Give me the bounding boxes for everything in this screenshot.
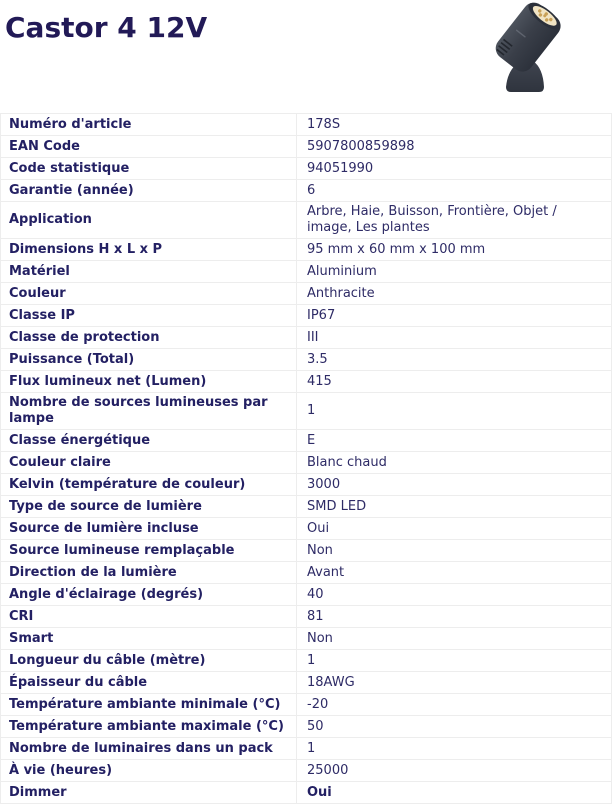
spec-label: À vie (heures)	[1, 760, 297, 782]
spec-value: 1	[297, 738, 612, 760]
spec-label: Nombre de sources lumineuses par lampe	[1, 393, 297, 430]
spec-value: 415	[297, 371, 612, 393]
spec-label: Classe de protection	[1, 327, 297, 349]
spec-row	[1, 606, 612, 628]
spec-value: 5907800859898	[297, 136, 612, 158]
spec-value: Anthracite	[297, 283, 612, 305]
spec-value: 3.5	[297, 349, 612, 371]
spec-label: Dimensions H x L x P	[1, 239, 297, 261]
spec-label: Classe énergétique	[1, 430, 297, 452]
spec-row	[1, 327, 612, 349]
spec-label: Source de lumière incluse	[1, 518, 297, 540]
spec-label: Longueur du câble (mètre)	[1, 650, 297, 672]
spec-row	[1, 430, 612, 452]
spec-row	[1, 158, 612, 180]
spec-row	[1, 114, 612, 136]
spec-value: III	[297, 327, 612, 349]
spec-row	[1, 283, 612, 305]
spec-row	[1, 393, 612, 430]
spec-row	[1, 518, 612, 540]
spec-label: Température ambiante minimale (°C)	[1, 694, 297, 716]
spec-table-body	[1, 114, 612, 804]
spec-label: Classe IP	[1, 305, 297, 327]
spec-row	[1, 694, 612, 716]
spec-label: Numéro d'article	[1, 114, 297, 136]
spec-value: 6	[297, 180, 612, 202]
spec-row	[1, 136, 612, 158]
spec-label: Couleur	[1, 283, 297, 305]
product-photo-spotlight	[482, 0, 597, 100]
spec-value: Aluminium	[297, 261, 612, 283]
spec-row	[1, 760, 612, 782]
spec-label: Température ambiante maximale (°C)	[1, 716, 297, 738]
spec-value: 3000	[297, 474, 612, 496]
spec-row	[1, 349, 612, 371]
spec-row	[1, 474, 612, 496]
spec-value: Arbre, Haie, Buisson, Frontière, Objet / image, Les plantes	[297, 202, 612, 239]
spec-label: Smart	[1, 628, 297, 650]
spec-label: Dimmer	[1, 782, 297, 804]
spec-value: Oui	[297, 782, 612, 804]
spec-label: Flux lumineux net (Lumen)	[1, 371, 297, 393]
spec-value: Oui	[297, 518, 612, 540]
spec-value: Non	[297, 540, 612, 562]
spec-row	[1, 239, 612, 261]
spec-value: -20	[297, 694, 612, 716]
spec-label: CRI	[1, 606, 297, 628]
spec-row	[1, 305, 612, 327]
spec-row	[1, 496, 612, 518]
spec-table	[0, 113, 612, 804]
spec-value: 81	[297, 606, 612, 628]
spec-row	[1, 540, 612, 562]
spec-row	[1, 261, 612, 283]
spec-label: Nombre de luminaires dans un pack	[1, 738, 297, 760]
spec-row	[1, 452, 612, 474]
spec-value: Non	[297, 628, 612, 650]
spec-label: Application	[1, 202, 297, 239]
spec-label: Matériel	[1, 261, 297, 283]
spec-row	[1, 180, 612, 202]
spec-label: Épaisseur du câble	[1, 672, 297, 694]
spec-row	[1, 584, 612, 606]
spec-row	[1, 738, 612, 760]
spec-row	[1, 628, 612, 650]
spec-value: 50	[297, 716, 612, 738]
spec-label: Garantie (année)	[1, 180, 297, 202]
spec-row	[1, 672, 612, 694]
spotlight-body	[491, 0, 565, 76]
spec-value: SMD LED	[297, 496, 612, 518]
spec-row	[1, 371, 612, 393]
spec-row	[1, 562, 612, 584]
spec-value: 178S	[297, 114, 612, 136]
spec-row	[1, 782, 612, 804]
spec-label: Puissance (Total)	[1, 349, 297, 371]
spec-label: Type de source de lumière	[1, 496, 297, 518]
spec-label: Direction de la lumière	[1, 562, 297, 584]
spec-value: 1	[297, 393, 612, 430]
spec-value: 40	[297, 584, 612, 606]
spec-row	[1, 716, 612, 738]
spec-value: Avant	[297, 562, 612, 584]
spec-value: 95 mm x 60 mm x 100 mm	[297, 239, 612, 261]
spec-label: Angle d'éclairage (degrés)	[1, 584, 297, 606]
spec-value: IP67	[297, 305, 612, 327]
spec-label: Source lumineuse remplaçable	[1, 540, 297, 562]
spec-label: Code statistique	[1, 158, 297, 180]
page-title: Castor 4 12V	[5, 11, 208, 44]
spec-label: Kelvin (température de couleur)	[1, 474, 297, 496]
spec-value: Blanc chaud	[297, 452, 612, 474]
spec-value: E	[297, 430, 612, 452]
spec-value: 94051990	[297, 158, 612, 180]
spec-value: 25000	[297, 760, 612, 782]
spec-row	[1, 202, 612, 239]
spec-label: Couleur claire	[1, 452, 297, 474]
spec-value: 18AWG	[297, 672, 612, 694]
spec-row	[1, 650, 612, 672]
spec-value: 1	[297, 650, 612, 672]
spec-label: EAN Code	[1, 136, 297, 158]
